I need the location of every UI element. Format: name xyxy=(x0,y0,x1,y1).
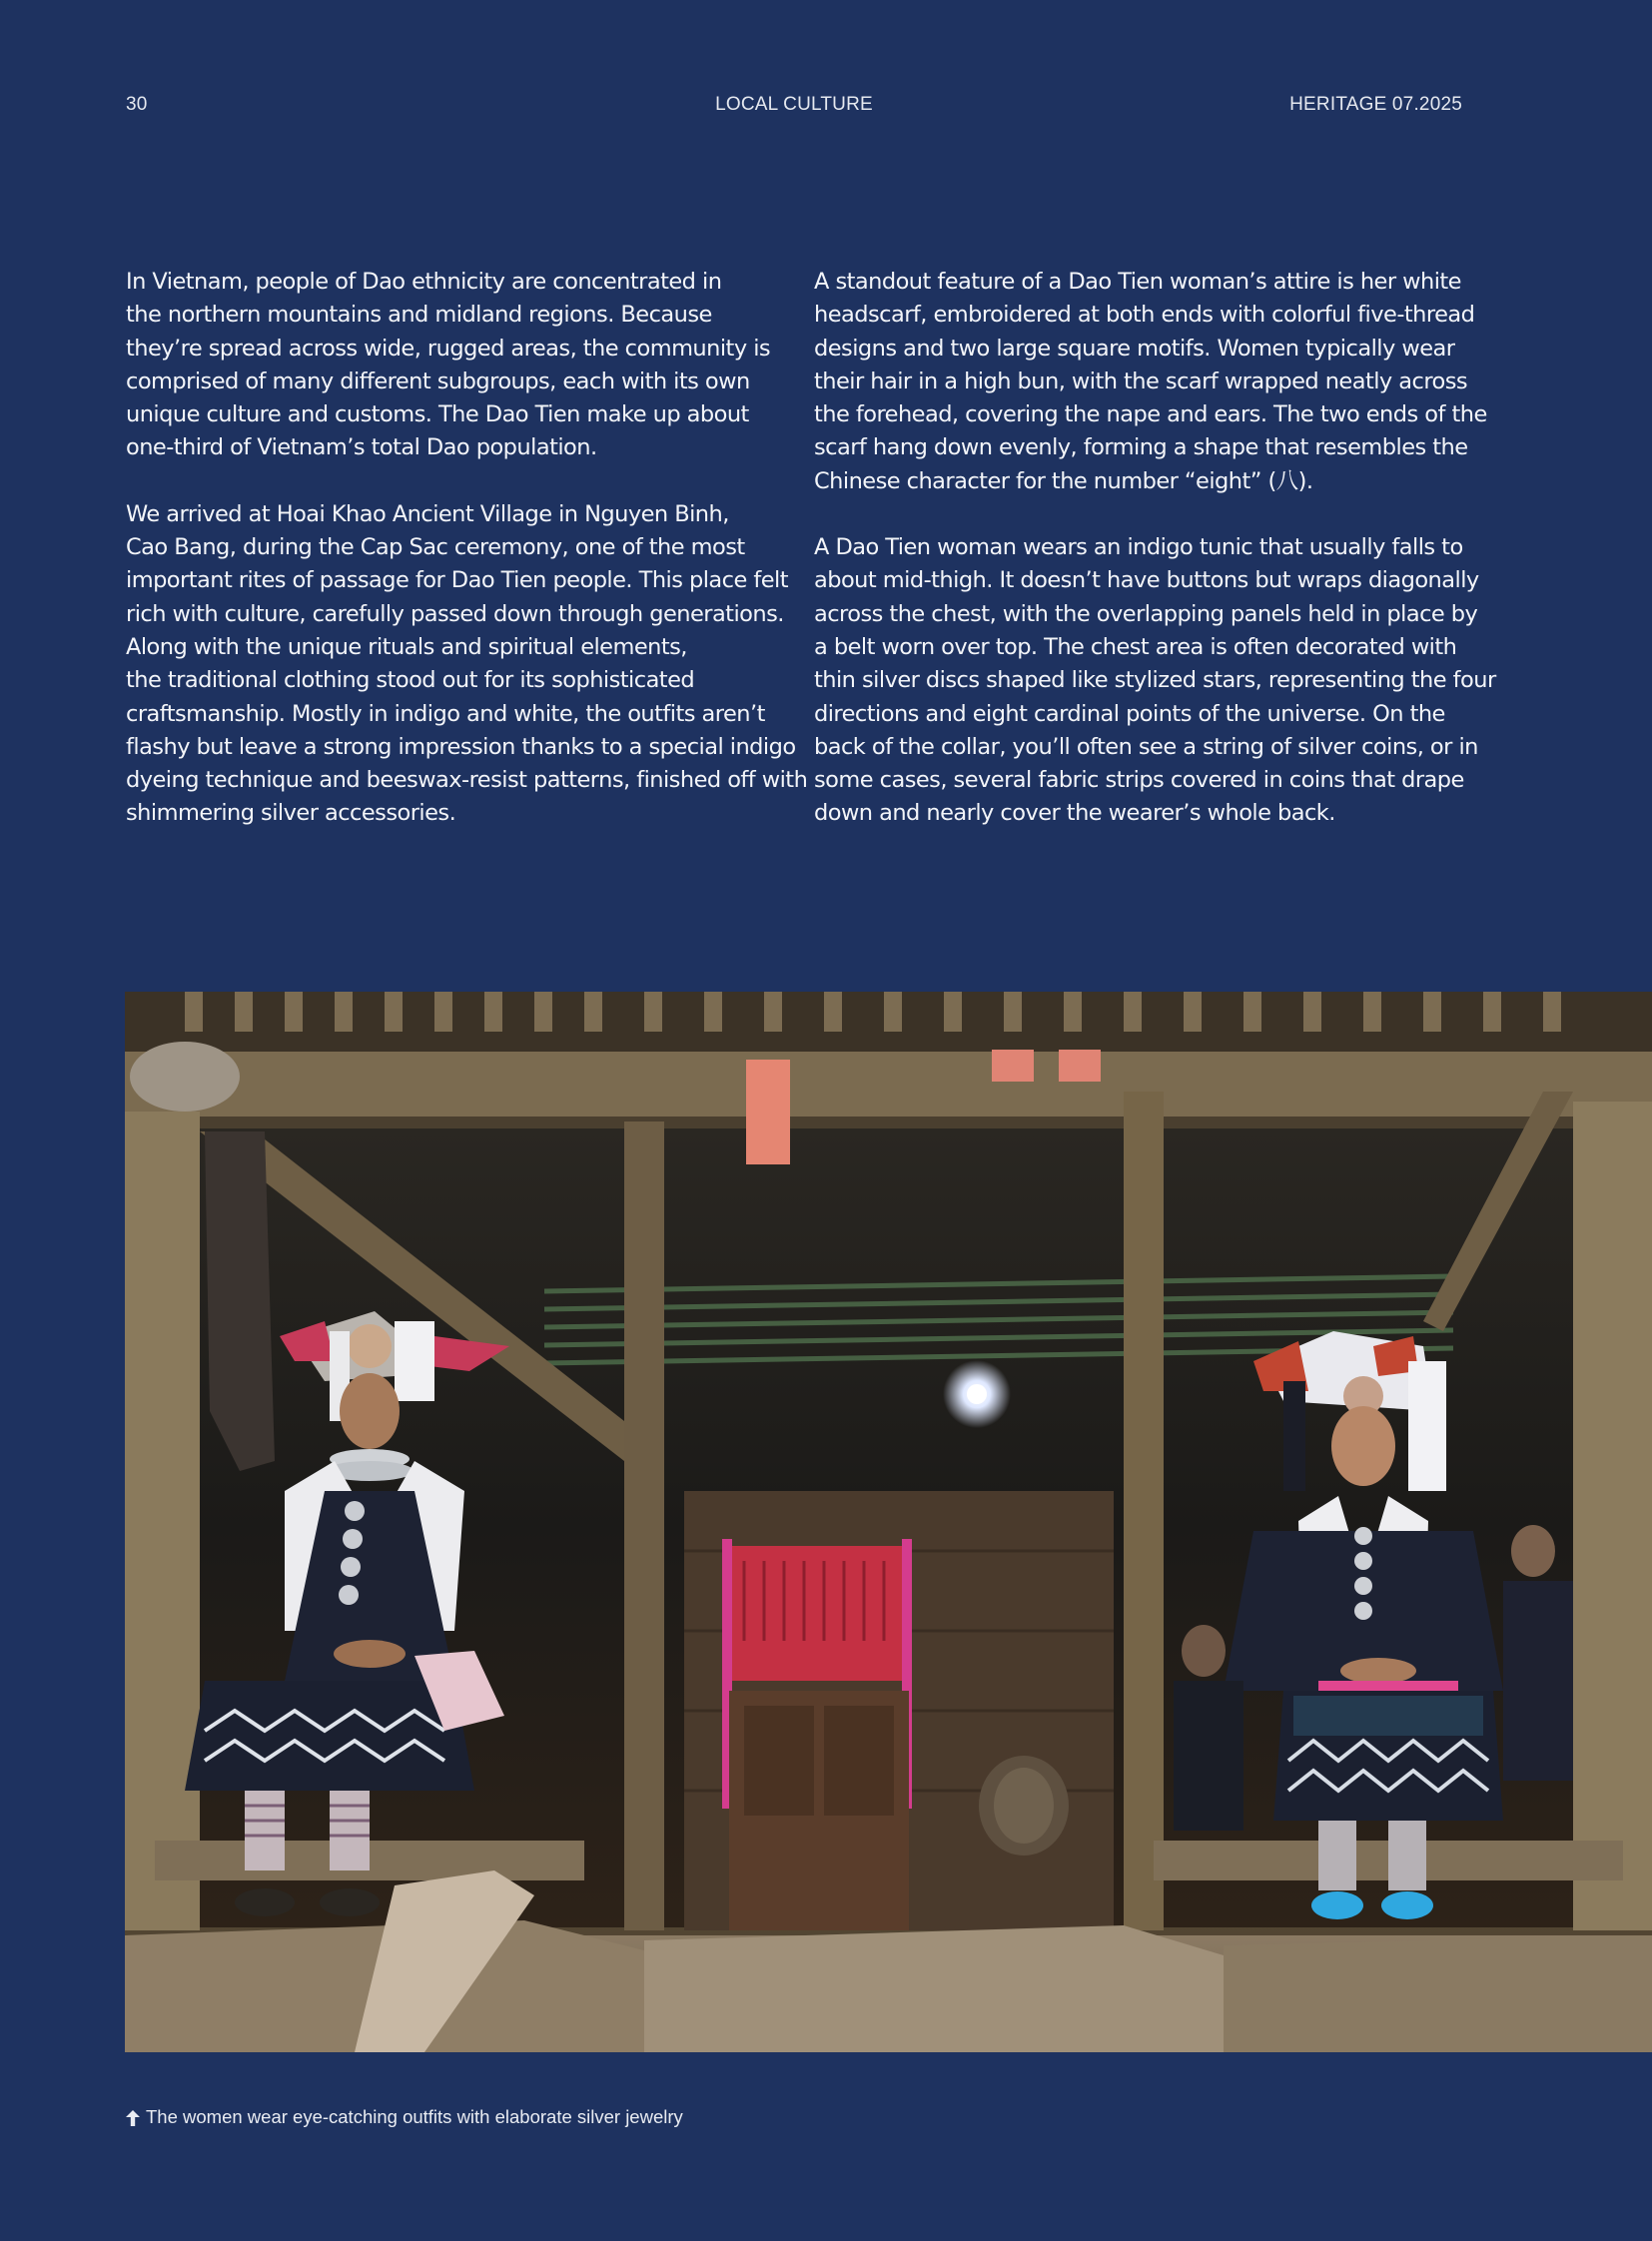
text-line: about mid-thigh. It doesn’t have buttons but wraps diagonally xyxy=(814,567,1479,594)
text-line: designs and two large square motifs. Women typically wear xyxy=(814,335,1455,362)
text-line: down and nearly cover the wearer’s whole back. xyxy=(814,800,1335,827)
article-paragraph xyxy=(814,531,1496,831)
text-line: We arrived at Hoai Khao Ancient Village in Nguyen Binh, xyxy=(126,500,729,527)
text-line: Cao Bang, during the Cap Sac ceremony, one of the most xyxy=(126,534,745,561)
caption-text: The women wear eye-catching outfits with elaborate silver jewelry xyxy=(146,2106,683,2127)
text-line: A Dao Tien woman wears an indigo tunic that usually falls to xyxy=(814,534,1463,561)
text-line: Chinese character for the number “eight” (八). xyxy=(814,467,1313,494)
photo-illustration xyxy=(125,992,1652,2052)
article-paragraph xyxy=(126,498,808,831)
arrow-up-icon xyxy=(126,2109,140,2125)
article-column-right xyxy=(814,266,1496,864)
article-column-left xyxy=(126,266,808,864)
text-line: the traditional clothing stood out for its sophisticated xyxy=(126,667,695,694)
text-line: A standout feature of a Dao Tien woman’s attire is her white xyxy=(814,269,1461,295)
text-line: a belt worn over top. The chest area is often decorated with xyxy=(814,633,1457,660)
text-line: thin silver discs shaped like stylized stars, representing the four xyxy=(814,667,1496,694)
photo-caption xyxy=(126,2104,683,2130)
text-line: scarf hang down evenly, forming a shape that resembles the xyxy=(814,434,1468,461)
text-line: comprised of many different subgroups, each with its own xyxy=(126,368,750,394)
text-line: In Vietnam, people of Dao ethnicity are concentrated in xyxy=(126,269,722,295)
text-line: shimmering silver accessories. xyxy=(126,800,456,827)
text-line: dyeing technique and beeswax-resist patterns, finished off with xyxy=(126,767,808,794)
page-number: 30 xyxy=(126,94,148,115)
article-paragraph xyxy=(126,266,775,465)
text-line: craftsmanship. Mostly in indigo and white, the outfits aren’t xyxy=(126,700,765,727)
text-line: flashy but leave a strong impression thanks to a special indigo xyxy=(126,733,796,760)
text-line: rich with culture, carefully passed down through generations. xyxy=(126,600,784,627)
text-line: directions and eight cardinal points of the universe. On the xyxy=(814,700,1445,727)
text-line: the northern mountains and midland regions. Because xyxy=(126,302,712,329)
issue-label: HERITAGE 07.2025 xyxy=(1289,94,1462,115)
text-line: Along with the unique rituals and spiritual elements, xyxy=(126,633,687,660)
text-line: they’re spread across wide, rugged areas, the community is xyxy=(126,335,771,362)
text-line: some cases, several fabric strips covered in coins that drape xyxy=(814,767,1464,794)
text-line: one-third of Vietnam’s total Dao population. xyxy=(126,434,597,461)
article-paragraph xyxy=(814,266,1487,498)
section-name: LOCAL CULTURE xyxy=(715,94,873,115)
page-header xyxy=(126,94,1462,122)
text-line: unique culture and customs. The Dao Tien make up about xyxy=(126,401,749,428)
text-line: back of the collar, you’ll often see a string of silver coins, or in xyxy=(814,733,1478,760)
text-line: their hair in a high bun, with the scarf wrapped neatly across xyxy=(814,368,1468,394)
article-photo xyxy=(125,992,1652,2052)
text-line: across the chest, with the overlapping panels held in place by xyxy=(814,600,1478,627)
text-line: important rites of passage for Dao Tien people. This place felt xyxy=(126,567,789,594)
text-line: the forehead, covering the nape and ears. The two ends of the xyxy=(814,401,1487,428)
text-line: headscarf, embroidered at both ends with colorful five-thread xyxy=(814,302,1475,329)
